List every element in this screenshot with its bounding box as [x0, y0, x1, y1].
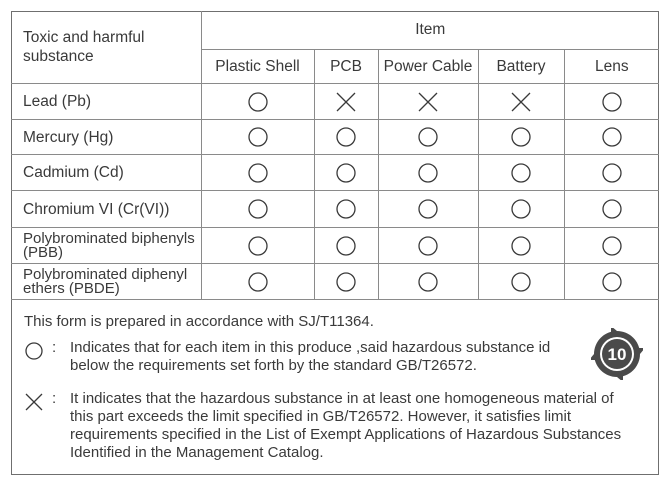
compliant-cell [314, 120, 378, 155]
circle-legend-text: Indicates that for each item in this produce ,said hazardous substance id below the requirements set forth by the standard GB/T26572. [70, 339, 551, 374]
substance-header: Toxic and harmful substance [11, 11, 201, 84]
exceeds-cell [314, 84, 378, 120]
circle-icon [24, 341, 44, 366]
circle-legend-colon: : [52, 339, 57, 356]
item-header: Item [201, 11, 659, 50]
compliant-cell [564, 120, 659, 155]
compliant-cell [564, 228, 659, 264]
circle-icon [510, 235, 532, 257]
circle-icon [417, 198, 439, 220]
form-intro-text: This form is prepared in accordance with SJ/T11364. [24, 313, 374, 330]
exceeds-cell [378, 84, 478, 120]
compliant-cell [478, 191, 564, 228]
circle-icon [247, 271, 269, 293]
substance-name: Polybrominated diphenyl ethers (PBDE) [11, 264, 201, 300]
circle-icon [247, 126, 269, 148]
circle-icon [601, 235, 623, 257]
compliant-cell [314, 155, 378, 191]
circle-icon [247, 198, 269, 220]
compliant-cell [564, 264, 659, 300]
table-row [11, 191, 659, 228]
circle-icon [601, 198, 623, 220]
cross-icon [335, 91, 357, 113]
table-row [11, 264, 659, 300]
compliant-cell [478, 264, 564, 300]
compliant-cell [314, 191, 378, 228]
compliant-cell [378, 191, 478, 228]
notes-section [24, 313, 654, 331]
circle-icon [417, 126, 439, 148]
compliant-cell [201, 155, 314, 191]
cross-legend-colon: : [52, 390, 57, 407]
exceeds-cell [478, 84, 564, 120]
compliant-cell [201, 264, 314, 300]
environment-protection-use-period-icon [591, 328, 643, 385]
substance-name: Mercury (Hg) [11, 120, 201, 155]
compliant-cell [378, 155, 478, 191]
column-header: PCB [314, 50, 378, 84]
compliant-cell [378, 120, 478, 155]
cross-icon [510, 91, 532, 113]
compliant-cell [378, 264, 478, 300]
circle-icon [510, 271, 532, 293]
circle-icon [247, 91, 269, 113]
circle-icon [335, 126, 357, 148]
circle-icon [601, 91, 623, 113]
logo-label: 10 [607, 345, 627, 364]
circle-icon [510, 198, 532, 220]
circle-icon [247, 235, 269, 257]
compliant-cell [478, 155, 564, 191]
circle-icon [601, 126, 623, 148]
compliant-cell [201, 84, 314, 120]
cross-icon [417, 91, 439, 113]
column-header: Lens [564, 50, 659, 84]
substance-name: Lead (Pb) [11, 84, 201, 120]
circle-icon [417, 162, 439, 184]
table-row [11, 84, 659, 120]
circle-icon [417, 235, 439, 257]
compliant-cell [478, 228, 564, 264]
column-header: Power Cable [378, 50, 478, 84]
substance-name: Polybrominated biphenyls (PBB) [11, 228, 201, 264]
circle-icon [417, 271, 439, 293]
circle-icon [601, 162, 623, 184]
compliant-cell [201, 228, 314, 264]
compliant-cell [564, 84, 659, 120]
compliant-cell [478, 120, 564, 155]
circle-icon [247, 162, 269, 184]
circle-icon [601, 271, 623, 293]
hazardous-substance-table [11, 11, 659, 300]
compliant-cell [201, 191, 314, 228]
circle-icon [335, 162, 357, 184]
column-header: Plastic Shell [201, 50, 314, 84]
circle-icon [510, 126, 532, 148]
circle-icon [335, 235, 357, 257]
cross-legend-text: It indicates that the hazardous substance in at least one homogeneous material of this part exceeds the limit specified in GB/T26572. However, it satisfies limit requirements specified in the List of Exempt Applications of Hazardous Substances Identified in the Management Catalog. [70, 390, 622, 461]
table-row [11, 120, 659, 155]
compliant-cell [378, 228, 478, 264]
table-row [11, 155, 659, 191]
compliant-cell [564, 155, 659, 191]
compliant-cell [201, 120, 314, 155]
compliant-cell [314, 264, 378, 300]
column-header: Battery [478, 50, 564, 84]
compliant-cell [314, 228, 378, 264]
compliant-cell [564, 191, 659, 228]
circle-icon [335, 271, 357, 293]
cross-icon [24, 392, 44, 417]
table-row [11, 228, 659, 264]
substance-name: Cadmium (Cd) [11, 155, 201, 191]
substance-name: Chromium VI (Cr(VI)) [11, 191, 201, 228]
circle-icon [335, 198, 357, 220]
circle-icon [510, 162, 532, 184]
